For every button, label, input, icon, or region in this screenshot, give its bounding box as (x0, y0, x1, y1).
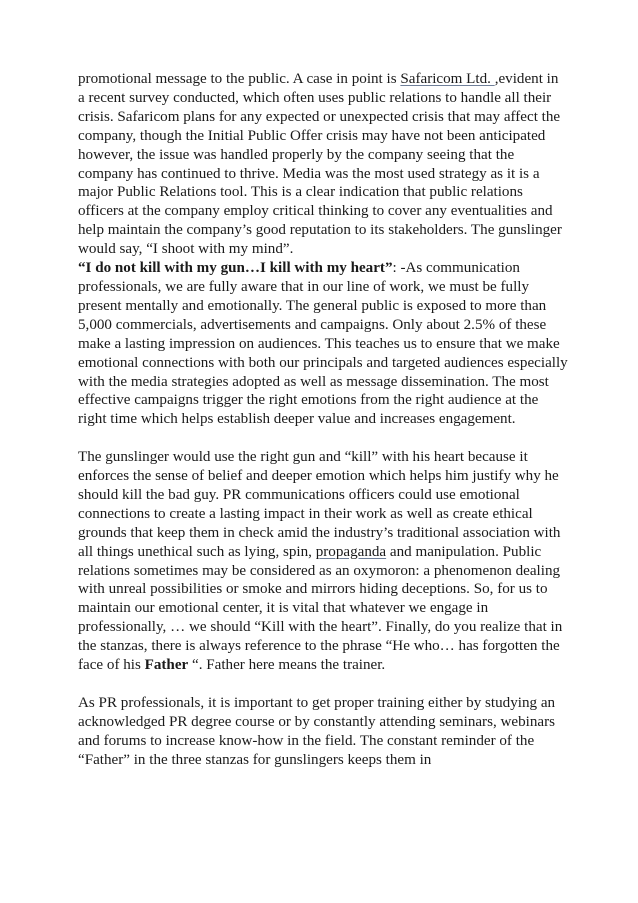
paragraph-gunslinger (78, 448, 568, 675)
paragraph-kill-with-heart (78, 259, 568, 429)
paragraph-text: ,evident in a recent survey conducted, which often uses public relations to handle all their crisis. Safaricom plans for any expected or unexpected crisis that may affect the company, though the Initial Public Offer crisis may have not been anticipated however, the issue was handled properly by the company seeing that the company has continued to thrive. Media was the most used strategy as it is a major Public Relations tool. This is a clear indication that public relations officers at the company employ critical thinking to cover any eventualities and help maintain the company’s good reputation to its stakeholders. The gunslinger would say, “I shoot with my mind”. (78, 71, 562, 258)
paragraph-text: As PR professionals, it is important to get proper training either by studying an acknowledged PR degree course or by constantly attending seminars, webinars and forums to increase know-how in the field. The constant reminder of the “Father” in the three stanzas for gunslingers keeps them in (78, 694, 556, 768)
paragraph-text: “. Father here means the trainer. (188, 657, 386, 674)
father-emphasis: Father (144, 657, 189, 674)
paragraph-pr-training (78, 694, 568, 770)
safaricom-link[interactable]: Safaricom Ltd. (400, 71, 495, 87)
paragraph-text: : -As communication professionals, we are fully aware that in our line of work, we must be fully present mentally and emotionally. The general public is exposed to more than 5,000 commercials, advertisements and campaigns. Only about 2.5% of these make a lasting impression on audiences. This teaches us to ensure that we make emotional connections with both our principals and targeted audiences especially with the media strategies adopted as well as message dissemination. The most effective campaigns trigger the right emotions from the right audience at the right time which helps establish deeper value and increases engagement. (78, 260, 568, 428)
section-heading: “I do not kill with my gun…I kill with my heart” (78, 260, 393, 277)
paragraph-text: The gunslinger would use the right gun and “kill” with his heart because it enforces the sense of belief and deeper emotion which helps him justify why he should kill the bad guy. PR communications officers could use emotional connections to create a lasting impact in their work as well as create ethical grounds that keep them in check amid the industry’s traditional association with all things unethical such as lying, spin, (78, 449, 561, 560)
document-page (78, 70, 568, 770)
propaganda-link[interactable]: propaganda (315, 543, 387, 560)
paragraph-text: promotional message to the public. A case in point is (78, 71, 401, 87)
paragraph-text: and manipulation. Public relations sometimes may be considered as an oxymoron: a phenomenon dealing with unreal possibilities or smoke and mirrors hiding deceptions. So, for us to maintain our emotional center, it is vital that whatever we engage in professionally, … we should “Kill with the heart”. Finally, do you realize that in the stanzas, there is always reference to the phrase “He who… has forgotten the face of his (78, 543, 563, 674)
paragraph-safaricom (78, 70, 568, 259)
